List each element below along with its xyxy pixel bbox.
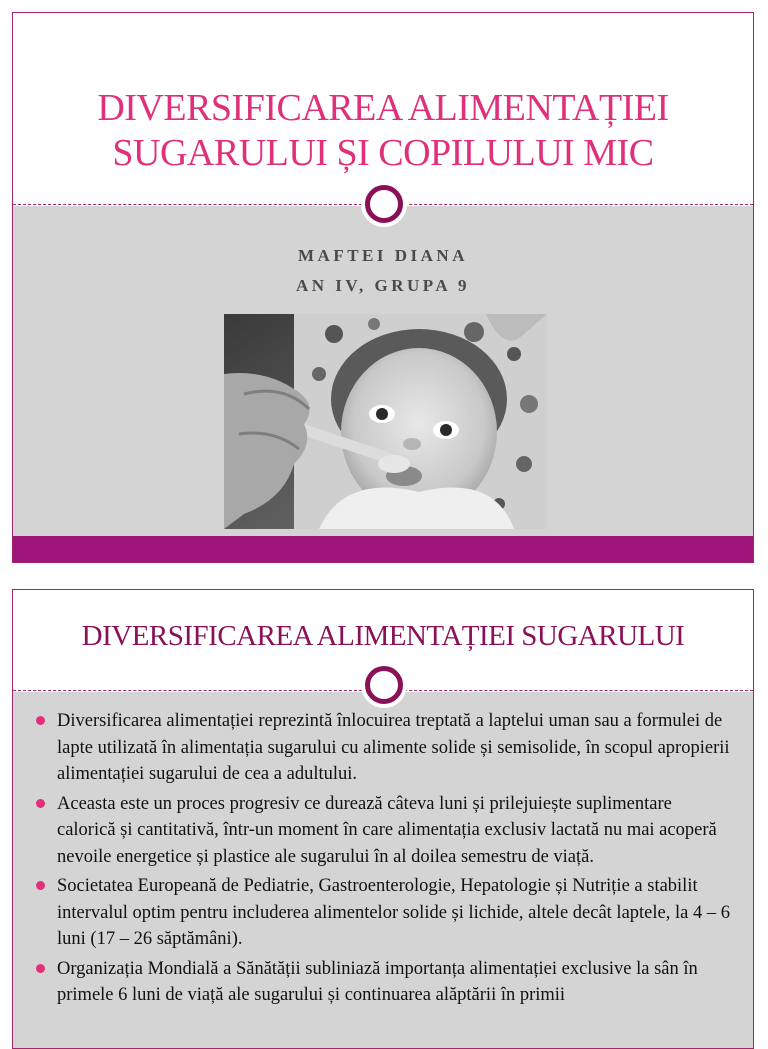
baby-feeding-photo	[224, 314, 547, 529]
list-item: Diversificarea alimentației reprezintă înlocuirea treptată a laptelui uman sau a formulei de lapte utilizată în alimentația sugarului cu alimente solide și semisolide, în scopul apropierii alimentației sugarului de cea a adultului.	[33, 708, 735, 788]
bullet-icon	[36, 881, 45, 890]
slide-title: DIVERSIFICAREA ALIMENTAȚIEI SUGARULUI	[81, 620, 685, 652]
content-slide	[12, 589, 754, 1049]
bullet-icon	[36, 964, 45, 973]
list-item: Organizația Mondială a Sănătății subliniază importanța alimentației exclusive la sân în primele 6 luni de viață ale sugarului și continuarea alăptării în primii	[33, 956, 735, 1009]
list-item: Societatea Europeană de Pediatrie, Gastroenterologie, Hepatologie și Nutriție a stabilit intervalul optim pentru includerea alimentelor solide și lichide, altele decât laptele, la 4 – 6 luni (17 – 26 săptămâni).	[33, 873, 735, 953]
presentation-title	[13, 86, 753, 176]
title-line-1: DIVERSIFICAREA ALIMENTAȚIEI	[97, 87, 669, 129]
bullet-icon	[36, 799, 45, 808]
circle-ornament-icon	[361, 181, 407, 227]
title-slide	[12, 12, 754, 563]
photo-illustration	[224, 314, 547, 529]
accent-bar	[13, 536, 753, 563]
author-group: AN IV, GRUPA 9	[296, 276, 470, 295]
circle-ornament-icon	[361, 662, 407, 708]
author-name: MAFTEI DIANA	[298, 246, 468, 265]
title-line-2: SUGARULUI ȘI COPILULUI MIC	[112, 132, 654, 174]
bullet-list	[33, 708, 735, 1012]
bullet-icon	[36, 716, 45, 725]
list-item: Aceasta este un proces progresiv ce durează câteva luni și prilejuiește suplimentare calorică și cantitativă, într-un moment în care alimentația exclusiv lactată nu mai acoperă nevoile energetice și plastice ale sugarului în al doilea semestru de viață.	[33, 791, 735, 871]
